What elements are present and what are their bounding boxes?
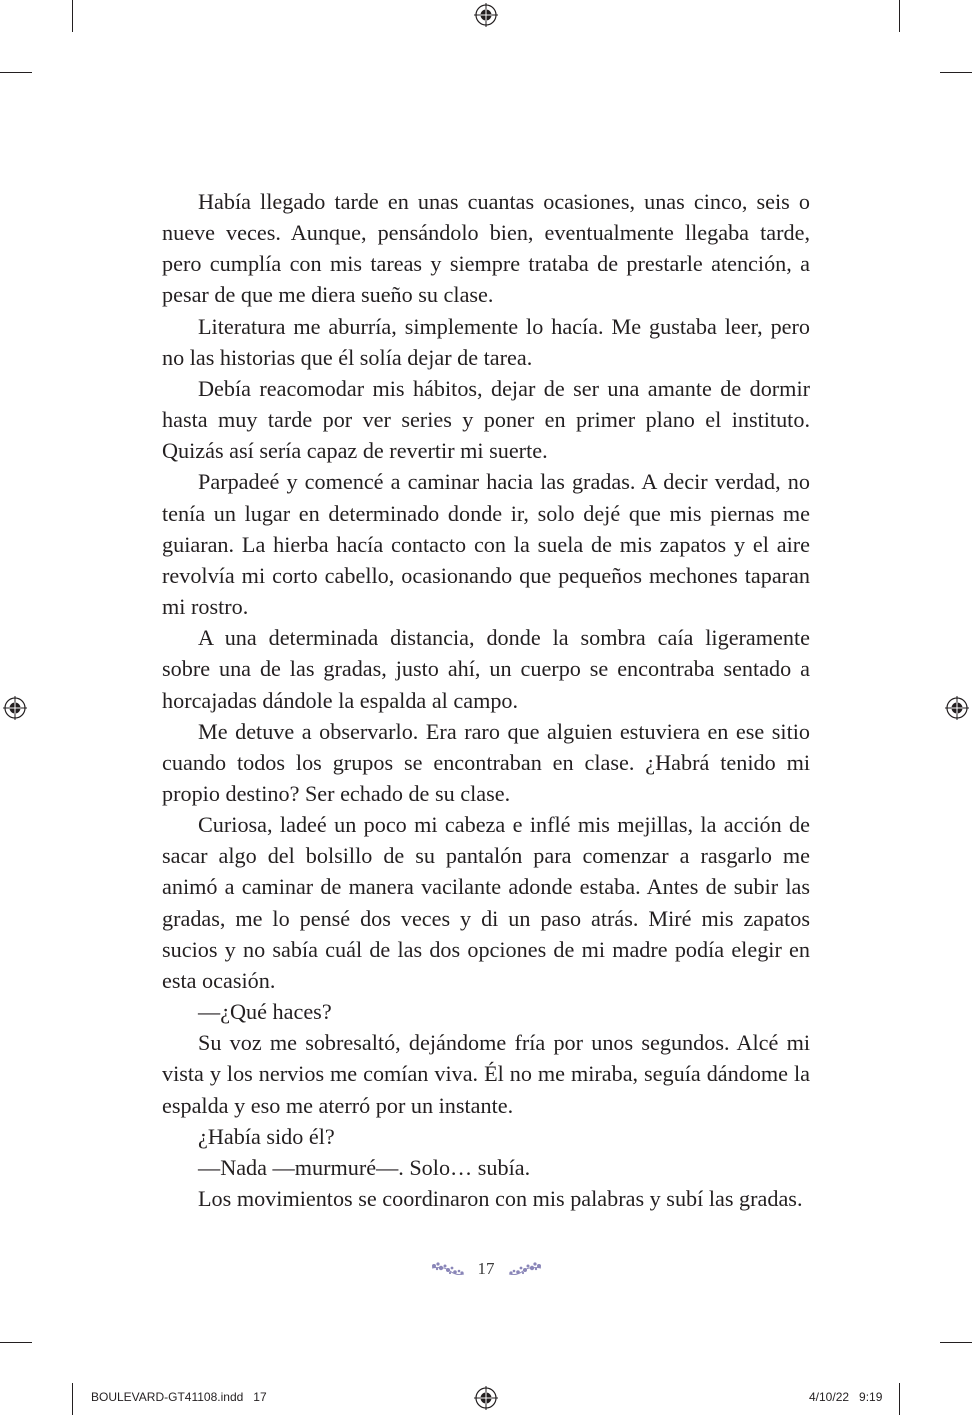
page-footer (0, 1256, 972, 1282)
slug-datetime: 4/10/22 9:19 (809, 1390, 883, 1404)
registration-mark-icon (474, 1386, 498, 1410)
crop-mark-bottom-right (899, 1383, 900, 1415)
registration-mark-icon (474, 3, 498, 27)
paragraph: Su voz me sobresaltó, dejándome fría por unos segundos. Alcé mi vista y los nervios me comían viva. Él no me miraba, seguía dándome la espalda y eso me aterró por un instante. (162, 1030, 810, 1118)
page-number: 17 (477, 1259, 495, 1278)
paragraph: A una determinada distancia, donde la sombra caía ligeramente sobre una de las gradas, justo ahí, un cuerpo se encontraba sentado a horcajadas dándole la espalda al campo. (162, 625, 810, 713)
paragraph: Me detuve a observarlo. Era raro que alguien estuviera en ese sitio cuando todos los grupos se encontraban en clase. ¿Habrá tenido mi propio destino? Ser echado de su clase. (162, 718, 810, 806)
crop-mark-bottom-left (72, 1383, 73, 1415)
crop-mark-top-left (72, 0, 73, 32)
paragraph: Parpadeé y comencé a caminar hacia las gradas. A decir verdad, no tenía un lugar en determinado donde ir, solo dejé que mis piernas me guiaran. La hierba hacía contacto con la suela de mis zapatos y el aire revolvía mi corto cabello, ocasionando que pequeños mechones taparan mi rostro. (162, 469, 810, 620)
paragraph: —¿Qué haces? (198, 999, 332, 1025)
registration-mark-icon (945, 696, 969, 720)
registration-mark-icon (3, 696, 27, 720)
crop-mark-right-bottom (940, 1342, 972, 1343)
floral-ornament-icon (507, 1260, 543, 1278)
slug-filename: BOULEVARD-GT41108.indd 17 (91, 1390, 267, 1404)
paragraph: Había llegado tarde en unas cuantas ocasiones, unas cinco, seis o nueve veces. Aunque, pensándolo bien, eventualmente llegaba tarde, pero cumplía con mis tareas y siempre trataba de prestarle atención, a pesar de que me diera sueño su clase. (162, 189, 810, 308)
floral-ornament-icon (430, 1260, 466, 1278)
paragraph: Los movimientos se coordinaron con mis palabras y subí las gradas. (198, 1186, 803, 1211)
body-text (162, 186, 810, 1214)
crop-mark-left-bottom (0, 1342, 32, 1343)
paragraph: Curiosa, ladeé un poco mi cabeza e inflé mis mejillas, la acción de sacar algo del bolsillo de su pantalón para comenzar a rasgarlo me animó a caminar de manera vacilante adonde estaba. Antes de subir las gradas, me lo pensé dos veces y di un paso atrás. Miré mis zapatos sucios y no sabía cuál de las dos opciones de mi madre podía elegir en esta ocasión. (162, 812, 810, 993)
crop-mark-top-right (899, 0, 900, 32)
paragraph: ¿Había sido él? (198, 1123, 335, 1149)
crop-mark-right-top (940, 72, 972, 73)
paragraph: Literatura me aburría, simplemente lo hacía. Me gustaba leer, pero no las historias que él solía dejar de tarea. (162, 313, 810, 370)
paragraph: Debía reacomodar mis hábitos, dejar de ser una amante de dormir hasta muy tarde por ver series y poner en primer plano el instituto. Quizás así sería capaz de revertir mi suerte. (162, 375, 810, 464)
crop-mark-left-top (0, 72, 32, 73)
paragraph: —Nada —murmuré—. Solo… subía. (198, 1154, 531, 1180)
